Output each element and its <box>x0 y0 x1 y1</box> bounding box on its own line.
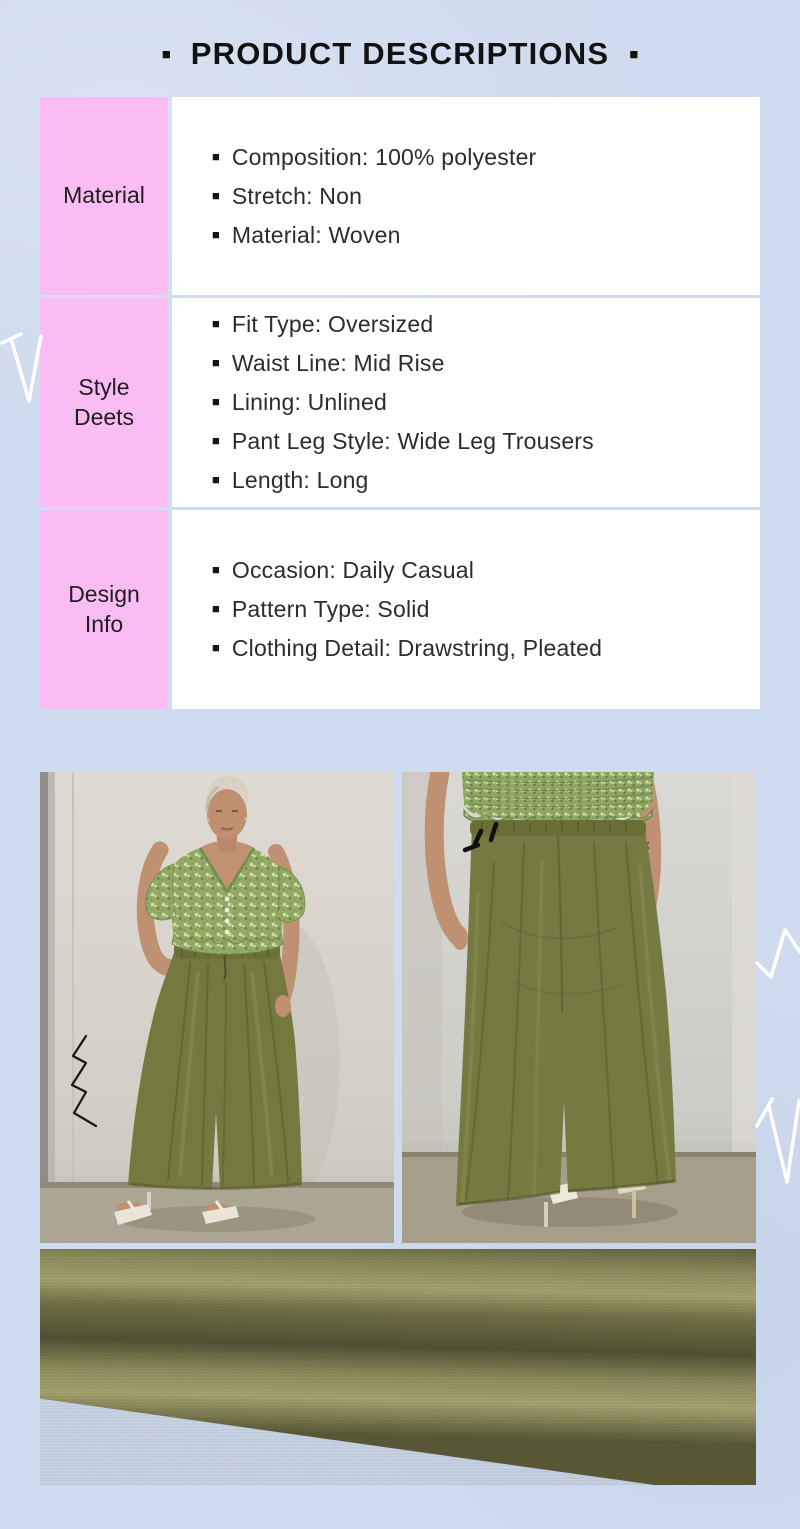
white-zigzag-doodle-right-mid <box>757 930 800 977</box>
spec-item-text: Occasion: Daily Casual <box>231 557 475 583</box>
spec-table <box>40 97 760 709</box>
square-bullet-icon: ■ <box>212 226 220 242</box>
spec-item <box>212 305 760 344</box>
spec-item <box>212 177 760 216</box>
spec-item <box>212 138 760 177</box>
square-bullet-icon: ■ <box>212 355 220 370</box>
spec-label-text: Style Deets <box>73 373 135 430</box>
spec-item-text: Stretch: Non <box>231 182 363 209</box>
spec-item-text: Waist Line: Mid Rise <box>231 350 445 376</box>
spec-item-text: Length: Long <box>231 467 369 493</box>
spec-item-text: Fit Type: Oversized <box>231 311 434 337</box>
white-check-doodle-left <box>2 334 41 401</box>
spec-item <box>212 551 760 590</box>
product-photos <box>40 772 756 1243</box>
white-zigzag-doodle-right-low <box>757 1099 799 1182</box>
square-bullet-icon: ■ <box>212 640 220 655</box>
product-photo-front <box>40 772 394 1243</box>
square-bullet-icon: ■ <box>212 472 220 487</box>
spec-item <box>212 461 760 500</box>
spec-label-style-deets <box>40 298 168 507</box>
spec-label-text: Design Info <box>68 580 140 637</box>
spec-item <box>212 629 760 668</box>
square-bullet-icon: ■ <box>212 601 220 616</box>
square-bullet-icon: ■ <box>212 562 220 577</box>
page-title <box>0 36 800 72</box>
spec-label-design-info <box>40 510 168 709</box>
square-bullet-icon: ■ <box>629 45 639 63</box>
square-bullet-icon: ■ <box>212 187 220 203</box>
spec-content-material <box>172 97 760 295</box>
spec-item <box>212 590 760 629</box>
spec-item <box>212 344 760 383</box>
square-bullet-icon: ■ <box>212 316 220 331</box>
spec-item-text: Clothing Detail: Drawstring, Pleated <box>231 635 603 661</box>
square-bullet-icon: ■ <box>212 394 220 409</box>
product-photo-back <box>402 772 756 1243</box>
spec-item-text: Material: Woven <box>231 221 401 248</box>
spec-content-design-info <box>172 510 760 709</box>
spec-item-text: Pattern Type: Solid <box>231 596 430 622</box>
spec-content-style-deets <box>172 298 760 507</box>
spec-label-material <box>40 97 168 295</box>
spec-item <box>212 216 760 255</box>
fabric-closeup-photo <box>40 1249 756 1485</box>
square-bullet-icon: ■ <box>212 433 220 448</box>
square-bullet-icon: ■ <box>161 45 171 63</box>
page-title-text: PRODUCT DESCRIPTIONS <box>190 36 610 71</box>
spec-item <box>212 383 760 422</box>
spec-item <box>212 422 760 461</box>
spec-label-text: Material <box>63 182 145 209</box>
spec-item-text: Composition: 100% polyester <box>231 143 537 170</box>
square-bullet-icon: ■ <box>212 148 220 164</box>
spec-item-text: Pant Leg Style: Wide Leg Trousers <box>231 428 594 454</box>
spec-item-text: Lining: Unlined <box>231 389 388 415</box>
